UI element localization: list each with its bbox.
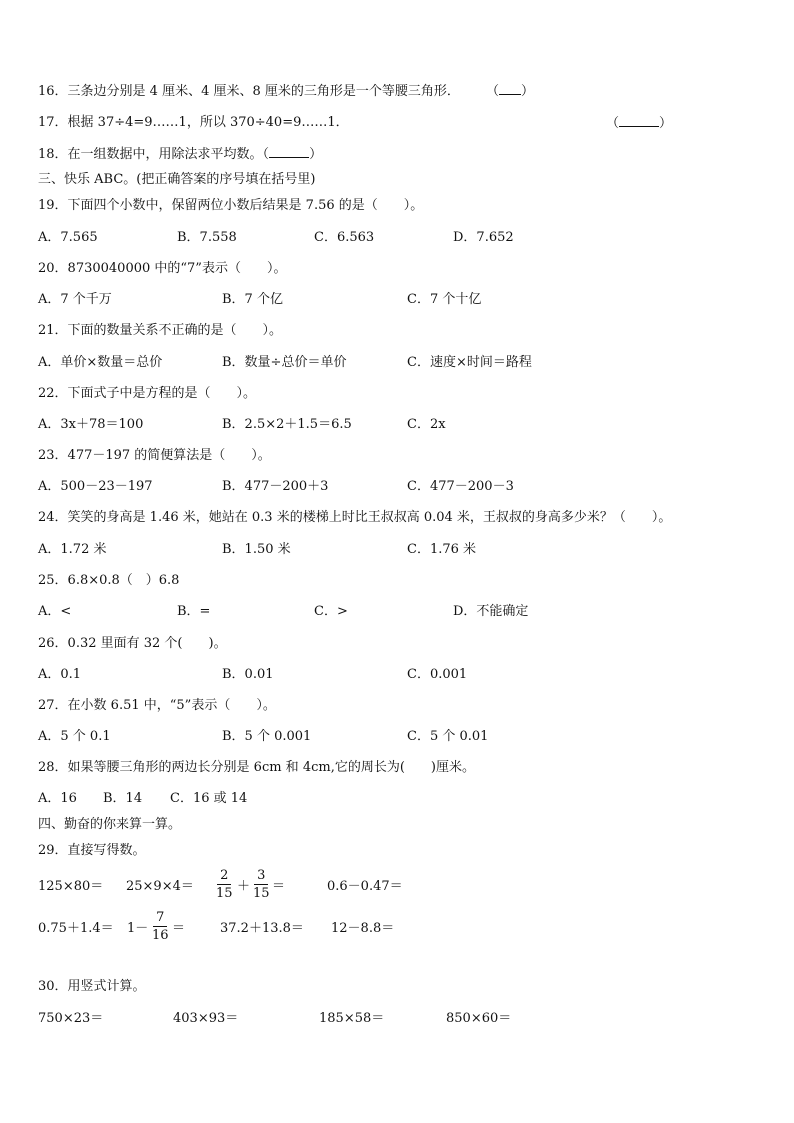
answer-blank[interactable] (619, 115, 659, 127)
question-30-stem: 30．用竖式计算。 (38, 979, 146, 994)
option-c[interactable]: C．477－200－3 (407, 479, 514, 494)
plus-sign: ＋ (237, 879, 251, 894)
fraction-bar (153, 926, 167, 927)
option-a[interactable]: A．7.565 (38, 230, 98, 245)
option-c[interactable]: C．> (314, 604, 348, 619)
question-16: 16．三条边分别是 4 厘米、4 厘米、8 厘米的三角形是一个等腰三角形． （ ） (38, 84, 535, 99)
calc-item: 12－8.8＝ (331, 921, 395, 936)
fraction-denominator: 15 (216, 886, 233, 901)
option-b[interactable]: B．1.50 米 (222, 542, 291, 557)
answer-blank[interactable] (269, 146, 309, 158)
option-b[interactable]: B．7 个亿 (222, 292, 283, 307)
option-b[interactable]: B．477－200＋3 (222, 479, 329, 494)
question-26-stem: 26．0.32 里面有 32 个( )。 (38, 636, 227, 651)
fraction-bar (254, 884, 268, 885)
calc-item: 0.6－0.47＝ (327, 879, 403, 894)
option-c[interactable]: C．5 个 0.01 (407, 729, 489, 744)
question-23-stem: 23．477－197 的简便算法是（ ）。 (38, 448, 271, 463)
question-28-stem: 28．如果等腰三角形的两边长分别是 6cm 和 4cm,它的周长为( )厘米。 (38, 760, 475, 775)
option-b[interactable]: B．0.01 (222, 667, 274, 682)
option-a[interactable]: A．16 (38, 791, 77, 806)
calc-item: 185×58＝ (319, 1011, 385, 1026)
calc-item: 850×60＝ (446, 1011, 512, 1026)
answer-blank[interactable] (499, 83, 521, 95)
option-c[interactable]: C．速度×时间＝路程 (407, 355, 532, 370)
option-c[interactable]: C．16 或 14 (170, 791, 248, 806)
option-d[interactable]: D．不能确定 (453, 604, 529, 619)
fraction (253, 868, 270, 901)
question-16-text: 16．三条边分别是 4 厘米、4 厘米、8 厘米的三角形是一个等腰三角形． (38, 84, 460, 99)
question-18: 18．在一组数据中，用除法求平均数。（ ） (38, 147, 323, 162)
fraction (152, 910, 169, 943)
equals-sign: ＝ (172, 921, 186, 936)
fraction-numerator: 3 (257, 868, 266, 883)
question-29-stem: 29．直接写得数。 (38, 843, 146, 858)
option-c[interactable]: C．0.001 (407, 667, 468, 682)
option-c[interactable]: C．2x (407, 417, 446, 432)
option-c[interactable]: C．1.76 米 (407, 542, 477, 557)
calc-item: 0.75＋1.4＝ (38, 921, 114, 936)
question-17-text: 17．根据 37÷4=9……1，所以 370÷40=9……1． (38, 115, 349, 130)
section-heading-4: 四、勤奋的你来算一算。 (38, 817, 182, 832)
fraction (216, 868, 233, 901)
fraction-denominator: 15 (253, 886, 270, 901)
question-24-stem: 24．笑笑的身高是 1.46 米，她站在 0.3 米的楼梯上时比王叔叔高 0.04 米，王叔叔的身高多少米？（ ）。 (38, 510, 672, 525)
option-c[interactable]: C．7 个十亿 (407, 292, 482, 307)
option-a[interactable]: A．1.72 米 (38, 542, 107, 557)
option-b[interactable]: B．= (177, 604, 211, 619)
option-b[interactable]: B．2.5×2＋1.5＝6.5 (222, 417, 352, 432)
option-a[interactable]: A．单价×数量＝总价 (38, 355, 163, 370)
option-a[interactable]: A．3x＋78＝100 (38, 417, 144, 432)
section-heading-3: 三、快乐 ABC。(把正确答案的序号填在括号里) (38, 172, 316, 187)
question-17 (38, 115, 349, 131)
option-b[interactable]: B．5 个 0.001 (222, 729, 312, 744)
fraction-bar (217, 884, 231, 885)
question-20-stem: 20．8730040000 中的“7”表示（ ）。 (38, 261, 287, 276)
option-d[interactable]: D．7.652 (453, 230, 514, 245)
calc-item: 1－ (127, 921, 149, 936)
option-b[interactable]: B．7.558 (177, 230, 237, 245)
calc-item: 750×23＝ (38, 1011, 104, 1026)
question-27-stem: 27．在小数 6.51 中，“5”表示（ ）。 (38, 698, 276, 713)
calc-item: 37.2＋13.8＝ (220, 921, 304, 936)
question-22-stem: 22．下面式子中是方程的是（ ）。 (38, 386, 257, 401)
fraction-numerator: 7 (156, 910, 165, 925)
option-a[interactable]: A．0.1 (38, 667, 82, 682)
equals-sign: ＝ (272, 879, 286, 894)
option-c[interactable]: C．6.563 (314, 230, 375, 245)
option-b[interactable]: B．14 (103, 791, 143, 806)
option-b[interactable]: B．数量÷总价＝单价 (222, 355, 347, 370)
option-a[interactable]: A．7 个千万 (38, 292, 112, 307)
calc-item: 125×80＝ (38, 879, 104, 894)
option-a[interactable]: A．500－23－197 (38, 479, 153, 494)
question-19-stem: 19．下面四个小数中，保留两位小数后结果是 7.56 的是（ ）。 (38, 198, 424, 213)
calc-item: 403×93＝ (173, 1011, 239, 1026)
option-a[interactable]: A．< (38, 604, 72, 619)
question-25-stem: 25．6.8×0.8（ ）6.8 (38, 573, 180, 588)
calc-item: 25×9×4＝ (126, 879, 194, 894)
fraction-numerator: 2 (220, 868, 229, 883)
question-17-answer: （ ） (606, 116, 673, 131)
question-18-text: 18．在一组数据中，用除法求平均数。 (38, 147, 263, 162)
option-a[interactable]: A．5 个 0.1 (38, 729, 111, 744)
fraction-denominator: 16 (152, 928, 169, 943)
question-21-stem: 21．下面的数量关系不正确的是（ ）。 (38, 323, 283, 338)
